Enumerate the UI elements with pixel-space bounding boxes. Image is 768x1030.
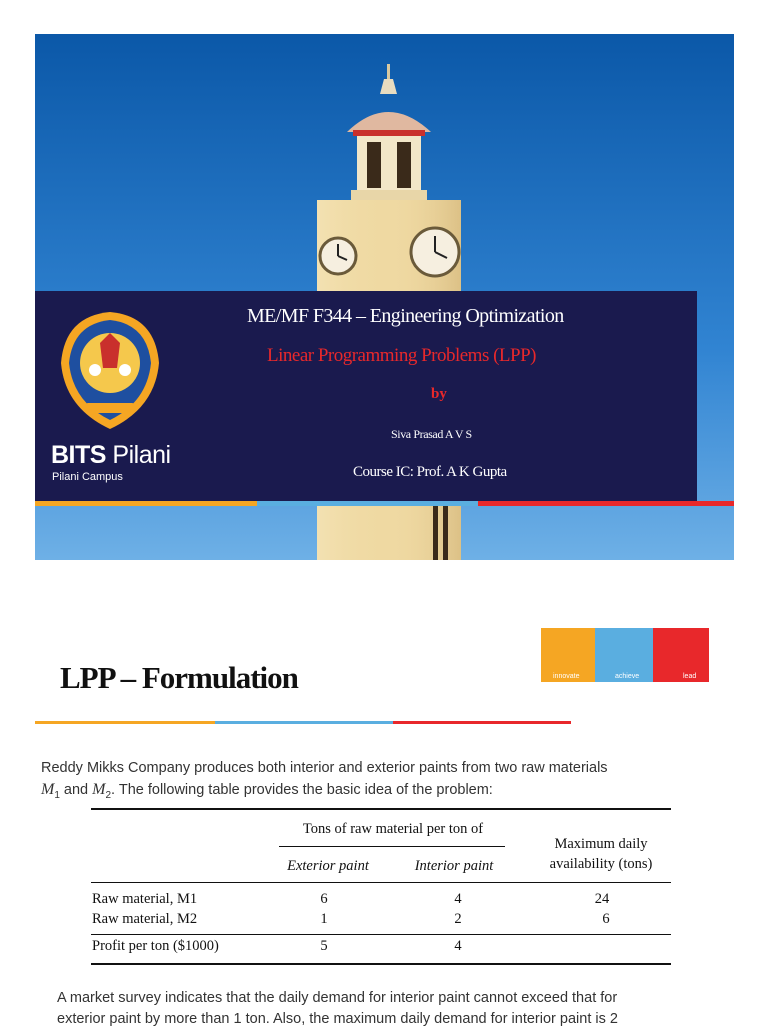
title-banner <box>35 291 697 501</box>
slide-heading: LPP – Formulation <box>60 660 298 695</box>
bits-pilani-wordmark: BITS Pilani <box>51 441 171 469</box>
brand-block-blue: achieve <box>595 628 653 682</box>
campus-label: Pilani Campus <box>52 471 123 483</box>
brand-block-red: lead <box>653 628 709 682</box>
problem-intro: Reddy Mikks Company produces both interior and exterior paints from two raw materials $M_1$ and $M_2$. The following table provides the basic idea of the problem: <box>41 760 608 801</box>
table-cell: 24 <box>594 891 610 907</box>
table-cell: 1 <box>320 911 328 927</box>
course-ic: Course IC: Prof. A K Gupta <box>353 464 507 480</box>
author-name: Siva Prasad A V S <box>391 427 472 441</box>
table-col-avail-1: Maximum daily <box>554 836 648 852</box>
table-row-label: Raw material, M1 <box>92 891 198 907</box>
bits-emblem-icon <box>55 308 165 433</box>
table-cell: 5 <box>320 938 328 954</box>
brand-block-orange: innovate <box>541 628 595 682</box>
table-col-exterior: Exterior paint <box>287 858 369 874</box>
table-cell: 2 <box>454 911 462 927</box>
table-cell: 4 <box>454 938 462 954</box>
course-title: ME/MF F344 – Engineering Optimization <box>247 305 564 327</box>
brand-tagline-graphic <box>541 628 709 682</box>
table-cell: 4 <box>454 891 462 907</box>
raw-material-table <box>91 808 671 968</box>
by-label: by <box>431 386 447 402</box>
lecture-subtitle: Linear Programming Problems (LPP) <box>267 345 536 366</box>
table-col-interior: Interior paint <box>414 858 494 874</box>
table-col-avail-2: availability (tons) <box>549 856 653 872</box>
table-profit-label: Profit per ton ($1000) <box>92 938 219 954</box>
heading-underline <box>35 721 571 724</box>
banner-color-stripes <box>35 501 734 506</box>
title-slide <box>35 34 734 560</box>
table-cell: 6 <box>602 911 610 927</box>
table-cell: 6 <box>320 891 328 907</box>
table-row-label: Raw material, M2 <box>92 911 198 927</box>
market-survey-text: A market survey indicates that the daily demand for interior paint cannot exceed that for exterior paint by more than 1 ton. Also, the maximum daily demand for interior paint is 2 <box>57 990 618 1027</box>
table-group-header: Tons of raw material per ton of <box>302 821 484 837</box>
